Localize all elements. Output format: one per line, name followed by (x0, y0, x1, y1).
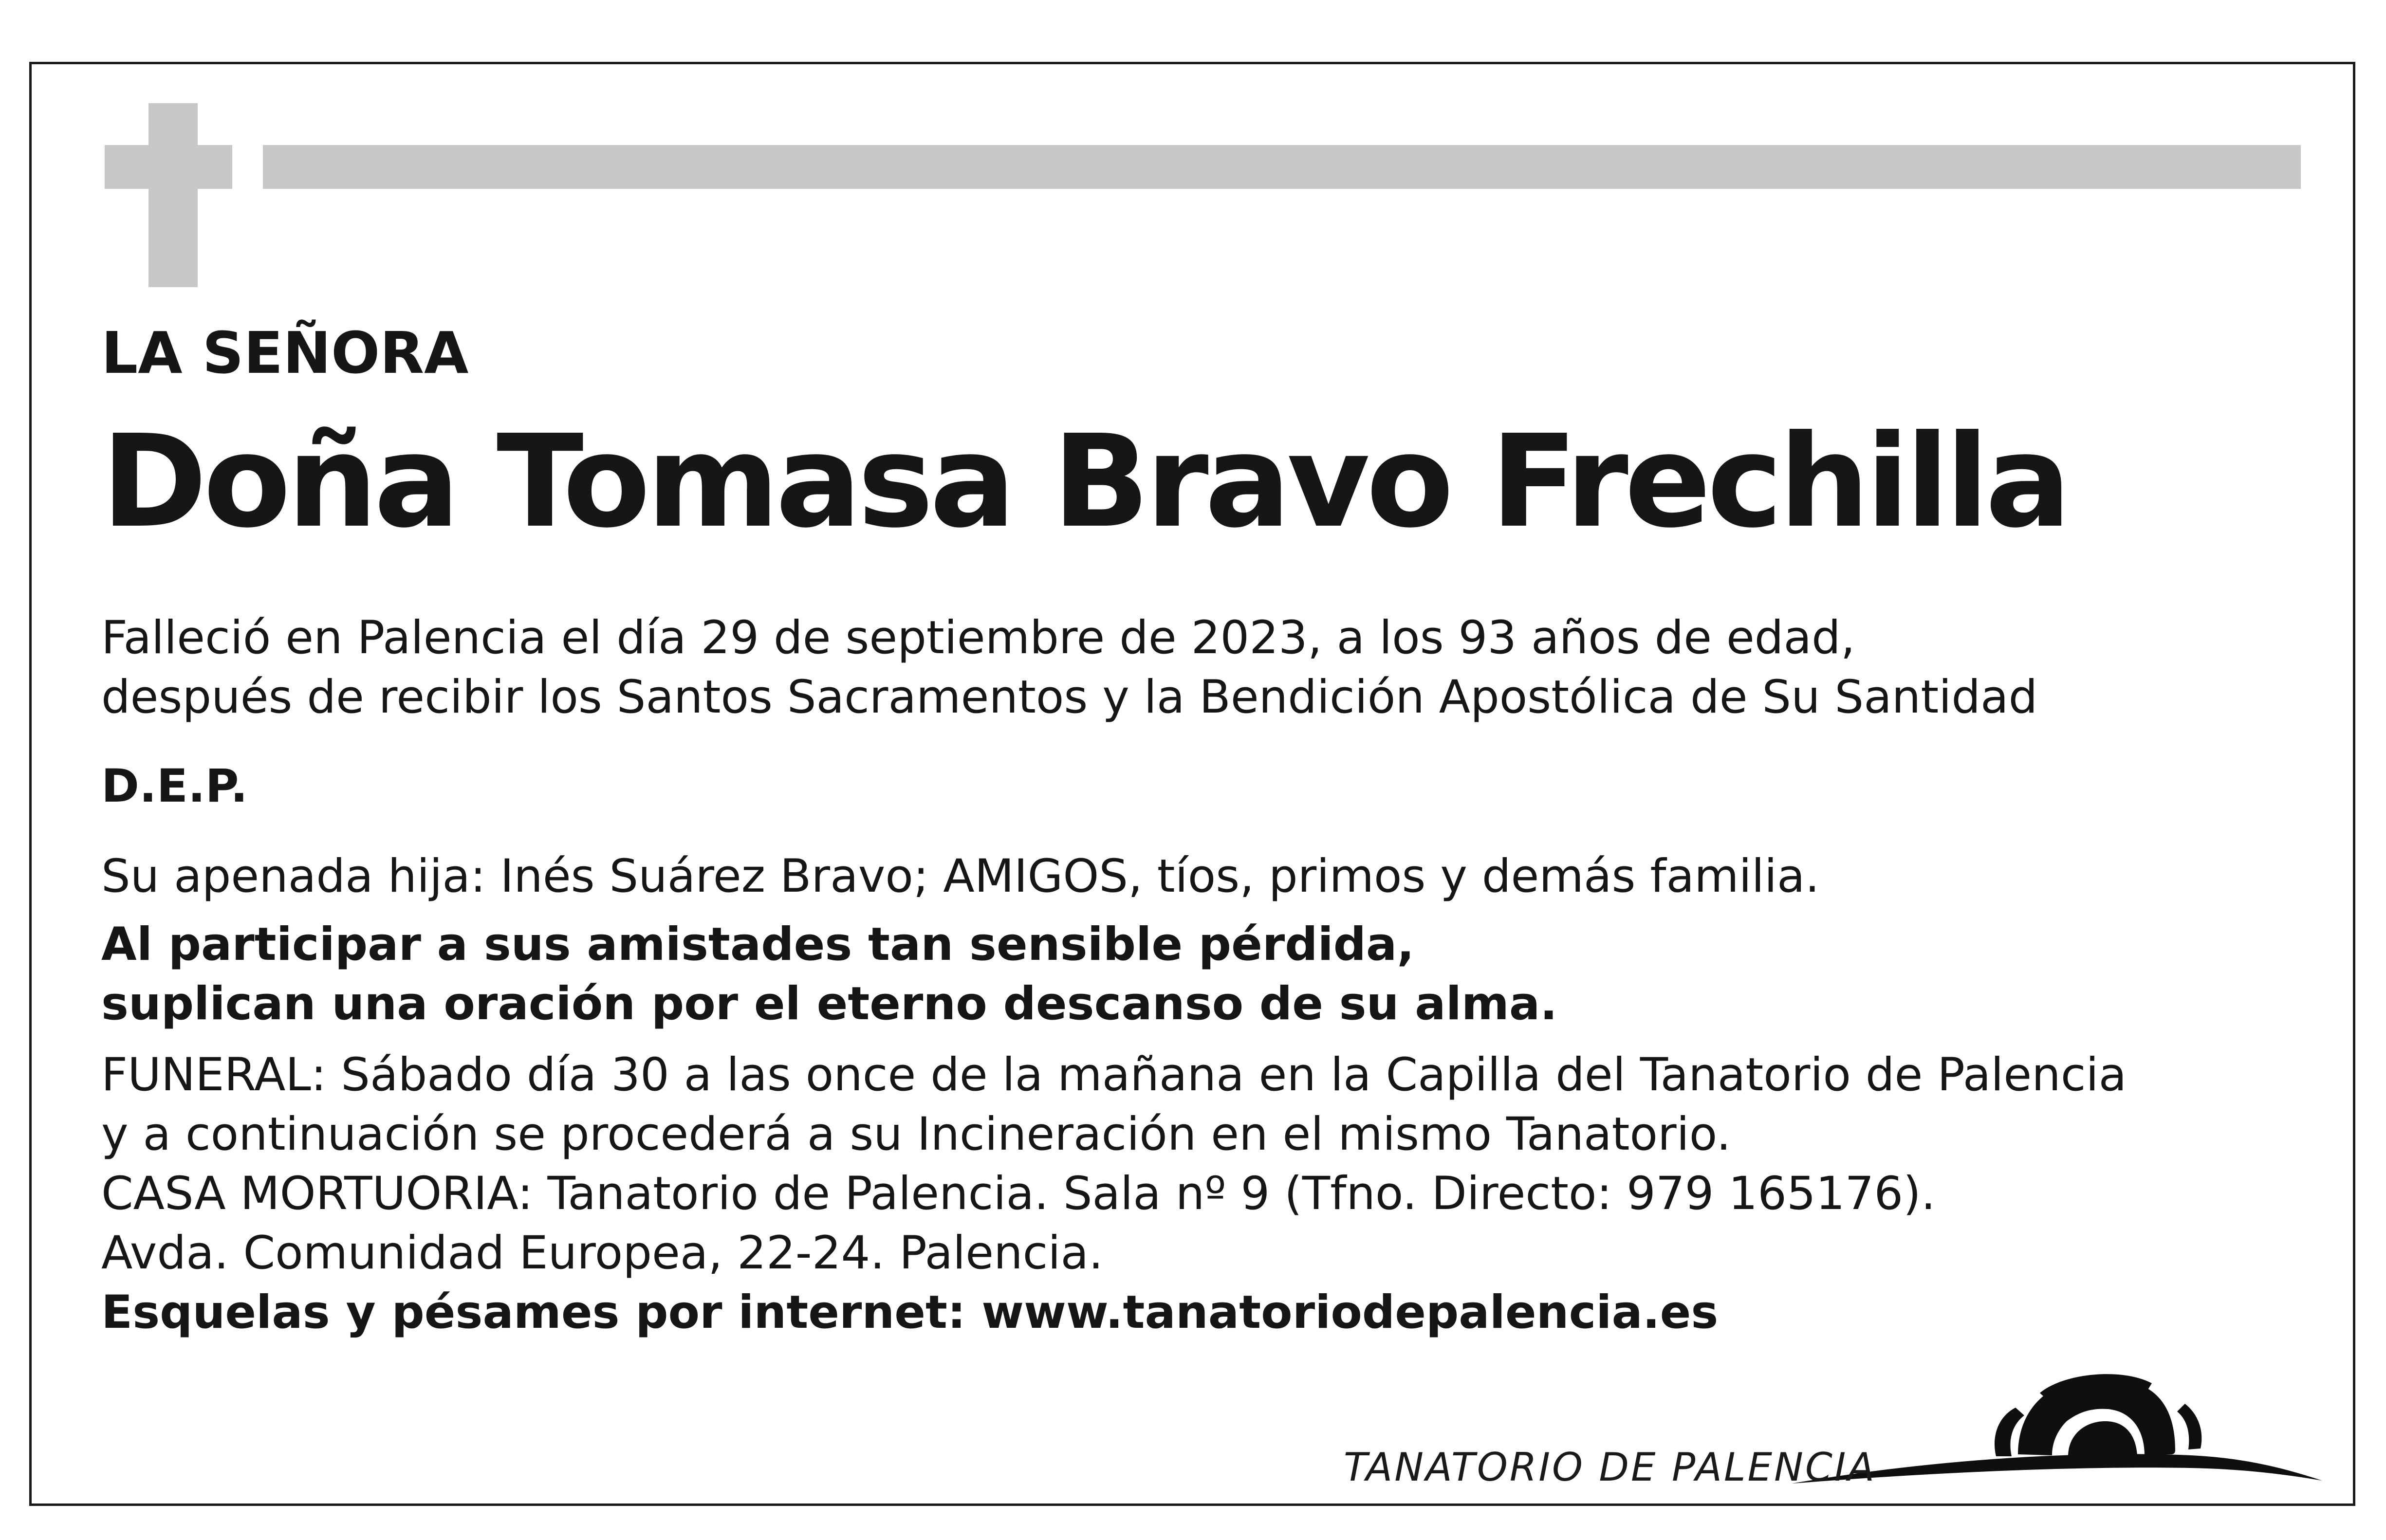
deceased-name: Doña Tomasa Bravo Frechilla (101, 407, 2068, 556)
notice-title: LA SEÑORA (101, 319, 469, 386)
address-line: Avda. Comunidad Europea, 22-24. Palencia. (101, 1227, 1103, 1280)
funeral-details (101, 1045, 2127, 1342)
funeral-line-1: FUNERAL: Sábado día 30 a las once de la mañana en la Capilla del Tanatorio de Palencia (101, 1048, 2127, 1101)
prayer-request (101, 915, 1557, 1034)
death-announcement (101, 608, 2037, 727)
cross-icon-arm (105, 145, 232, 189)
internet-line: Esquelas y pésames por internet: www.tanatoriodepalencia.es (101, 1286, 1719, 1339)
death-line-1: Falleció en Palencia el día 29 de septiembre de 2023, a los 93 años de edad, (101, 611, 1855, 664)
prayer-line-1: Al participar a sus amistades tan sensible pérdida, (101, 918, 1415, 971)
family-line: Su apenada hija: Inés Suárez Bravo; AMIGOS, tíos, primos y demás familia. (101, 850, 1820, 903)
death-line-2: después de recibir los Santos Sacramentos y la Bendición Apostólica de Su Santidad (101, 671, 2038, 724)
prayer-line-2: suplican una oración por el eterno descanso de su alma. (101, 977, 1558, 1030)
header-bar (263, 145, 2301, 189)
tanatorio-logo-text: TANATORIO DE PALENCIA (1344, 1445, 1877, 1490)
rip-text: D.E.P. (101, 760, 248, 813)
funeral-line-2: y a continuación se procederá a su Incineración en el mismo Tanatorio. (101, 1108, 1731, 1161)
cross-icon (148, 103, 198, 287)
mortuary-line: CASA MORTUORIA: Tanatorio de Palencia. Sala nº 9 (Tfno. Directo: 979 165176). (101, 1167, 1936, 1220)
